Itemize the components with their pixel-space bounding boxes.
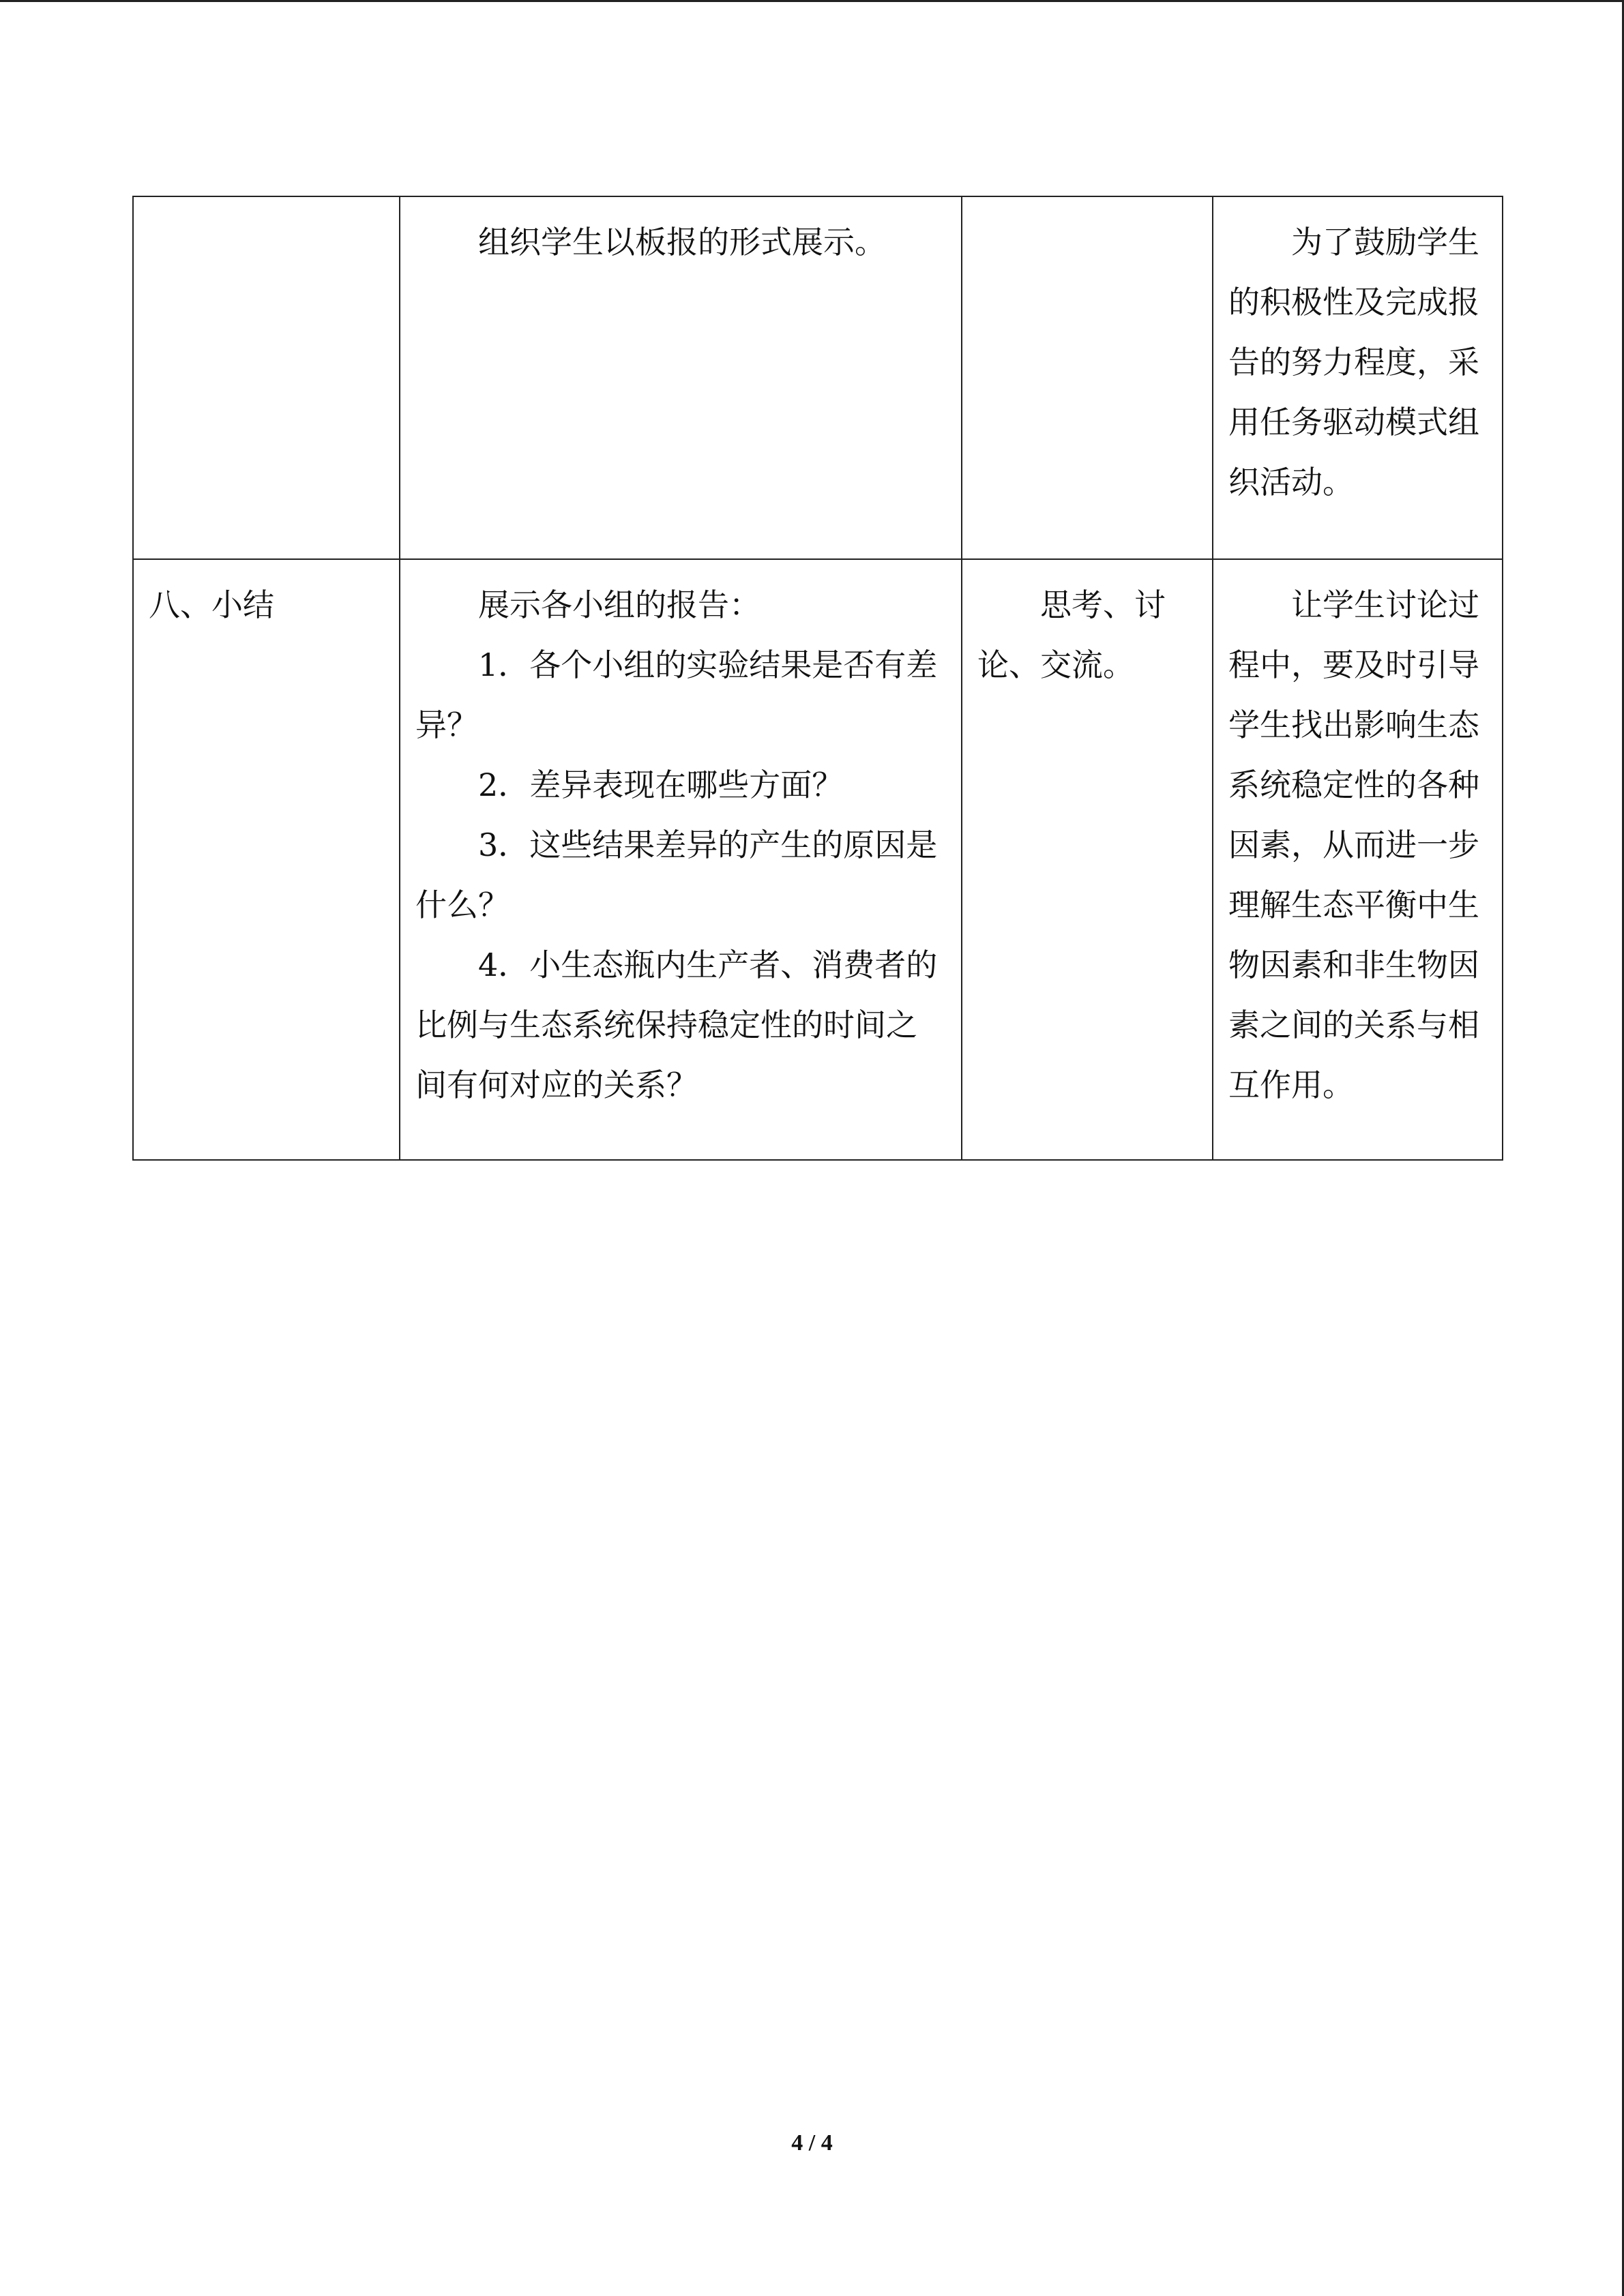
teacher-activity-line: 组织学生以板报的形式展示。 xyxy=(478,224,886,260)
student-activity-cell xyxy=(962,196,1213,559)
stage-cell xyxy=(133,196,400,559)
page-edge-top xyxy=(0,0,1624,2)
stage-cell xyxy=(133,559,400,1160)
teacher-activity-line: 1．各个小组的实验结果是否有差异？ xyxy=(415,646,938,743)
teacher-activity-cell xyxy=(400,196,962,559)
design-intent-text: 为了鼓励学生的积极性及完成报告的努力程度，采用任务驱动模式组织活动。 xyxy=(1228,224,1479,501)
student-activity-cell xyxy=(962,559,1213,1160)
stage-label: 八、小结 xyxy=(149,586,274,623)
teacher-activity-line: 展示各小组的报告： xyxy=(478,586,761,623)
design-intent-cell xyxy=(1213,196,1503,559)
table-row xyxy=(133,559,1503,1160)
table-row xyxy=(133,196,1503,559)
page-number: 4 / 4 xyxy=(791,2130,833,2156)
lesson-plan-table xyxy=(132,196,1503,1161)
design-intent-cell xyxy=(1213,559,1503,1160)
teacher-activity-line: 2．差异表现在哪些方面？ xyxy=(478,766,844,803)
teacher-activity-line: 4．小生态瓶内生产者、消费者的比例与生态系统保持稳定性的时间之间有何对应的关系？ xyxy=(415,946,938,1103)
student-activity-text: 思考、讨论、交流。 xyxy=(977,586,1166,683)
teacher-activity-line: 3．这些结果差异的产生的原因是什么？ xyxy=(415,826,938,923)
teacher-activity-cell xyxy=(400,559,962,1160)
design-intent-text: 让学生讨论过程中，要及时引导学生找出影响生态系统稳定性的各种因素，从而进一步理解生态平衡中生物因素和非生物因素之间的关系与相互作用。 xyxy=(1228,586,1479,1103)
